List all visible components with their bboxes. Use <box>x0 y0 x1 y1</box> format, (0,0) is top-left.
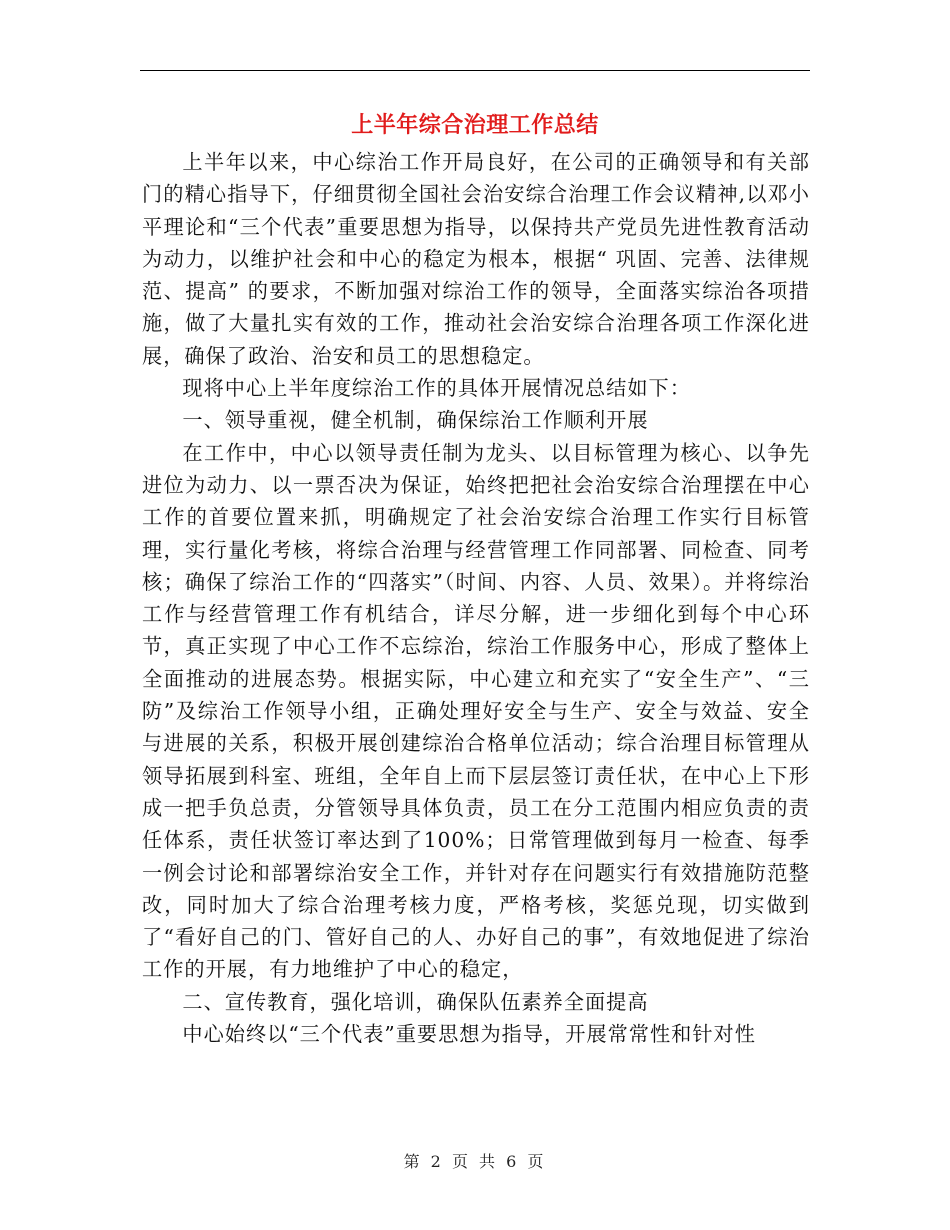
paragraph-section-2: 中心始终以“三个代表”重要思想为指导，开展常常性和针对性 <box>182 1022 756 1047</box>
document-title: 上半年综合治理工作总结 <box>351 113 599 138</box>
paragraph-section-1: 在工作中，中心以领导责任制为龙头、以目标管理为核心、以争先进位为动力、以一票否决为保证，始终把把社会治安综合治理摆在中心工作的首要位置来抓，明确规定了社会治安综合治理工作实行目标管理，实行量化考核，将综合治理与经营管理工作同部署、同检查、同考核；确保了综治工作的“四落实”（时间、内容、人员、效果）。并将综治工作与经营管理工作有机结合，详尽分解，进一步细化到每个中心环节，真正实现了中心工作不忘综治，综治工作服务中心，形成了整体上全面推动的进展态势。根据实际，中心建立和充实了“安全生产”、“三防”及综治工作领导小组，正确处理好安全与生产、安全与效益、安全与进展的关系，积极开展创建综治合格单位活动；综合治理目标管理从领导拓展到科室、班组，全年自上而下层层签订责任状，在中心上下形成一把手负总责，分管领导具体负责，员工在分工范围内相应负责的责任体系，责任状签订率达到了100%；日常管理做到每月一检查、每季一例会讨论和部署综治安全工作，并针对存在问题实行有效措施防范整改，同时加大了综合治理考核力度，严格考核，奖惩兑现，切实做到了“看好自己的门、管好自己的人、办好自己的事”，有效地促进了综治工作的开展，有力地维护了中心的稳定， <box>142 440 810 982</box>
document-body <box>142 146 810 1050</box>
page-footer: 第 2 页 共 6 页 <box>403 1152 547 1171</box>
paragraph-summary-lead: 现将中心上半年度综治工作的具体开展情况总结如下： <box>182 376 691 401</box>
paragraph-intro: 上半年以来，中心综治工作开局良好，在公司的正确领导和有关部门的精心指导下，仔细贯彻全国社会治安综合治理工作会议精神,以邓小平理论和“三个代表”重要思想为指导，以保持共产党员先进性教育活动为动力，以维护社会和中心的稳定为根本，根据“ 巩固、完善、法律规范、提高” 的要求，不断加强对综治工作的领导，全面落实综治各项措施，做了大量扎实有效的工作，推动社会治安综合治理各项工作深化进展，确保了政治、治安和员工的思想稳定。 <box>142 150 810 368</box>
section-heading-1: 一、领导重视，健全机制，确保综治工作顺利开展 <box>182 408 649 433</box>
section-heading-2: 二、宣传教育，强化培训，确保队伍素养全面提高 <box>182 989 649 1014</box>
header-rule <box>140 70 810 71</box>
